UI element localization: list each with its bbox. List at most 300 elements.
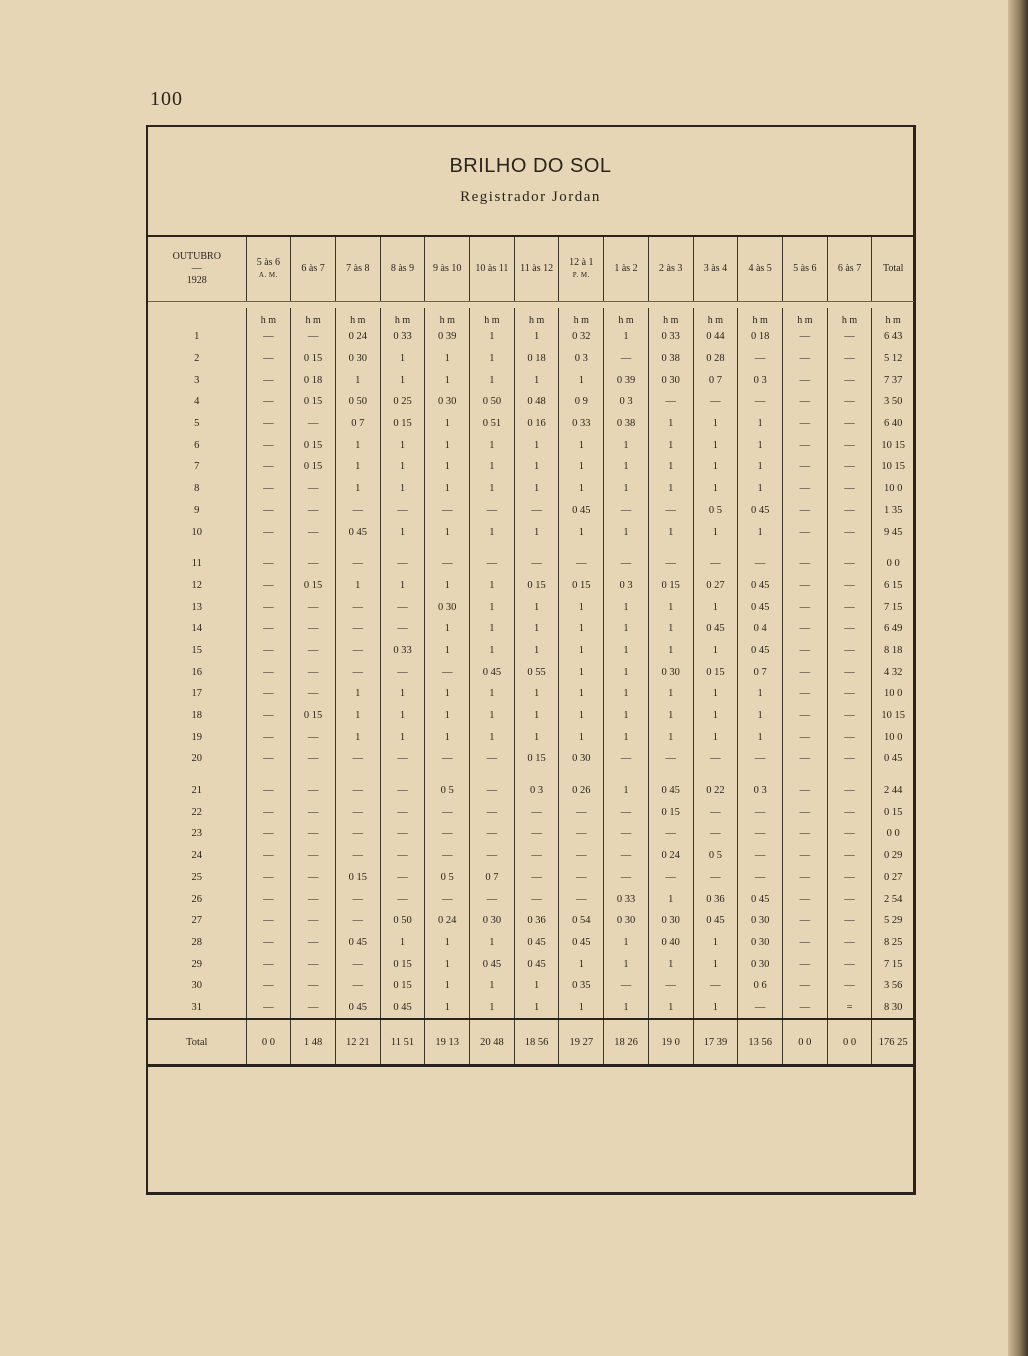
table-row (148, 770, 914, 802)
total-cell: 18 56 (514, 1019, 559, 1066)
unit-label: h m (559, 308, 604, 326)
value-cell: 7 15 (872, 953, 914, 975)
value-cell: — (246, 500, 291, 522)
value-cell: — (291, 910, 336, 932)
value-cell: 6 43 (872, 326, 914, 348)
value-cell: — (782, 726, 827, 748)
value-cell: 1 (335, 434, 380, 456)
table-row (148, 575, 914, 597)
value-cell: 1 (693, 596, 738, 618)
value-cell: — (559, 801, 604, 823)
value-cell: — (246, 326, 291, 348)
value-cell: 0 55 (514, 661, 559, 683)
value-cell: 1 (648, 413, 693, 435)
value-cell: 1 (335, 575, 380, 597)
value-cell: — (514, 543, 559, 575)
page-title: BRILHO DO SOL (449, 155, 612, 177)
value-cell: — (291, 326, 336, 348)
value-cell: 1 (380, 726, 425, 748)
value-cell: — (246, 521, 291, 543)
value-cell: — (827, 726, 872, 748)
value-cell: — (782, 521, 827, 543)
value-cell: — (559, 845, 604, 867)
value-cell: — (782, 456, 827, 478)
column-header (782, 237, 827, 302)
value-cell: 0 3 (738, 369, 783, 391)
value-cell: — (470, 748, 515, 770)
value-cell: — (291, 661, 336, 683)
value-cell: — (782, 661, 827, 683)
value-cell: — (246, 953, 291, 975)
value-cell: — (827, 326, 872, 348)
value-cell: — (380, 748, 425, 770)
value-cell: 0 30 (648, 910, 693, 932)
value-cell: 0 36 (514, 910, 559, 932)
value-cell: — (514, 888, 559, 910)
unit-label: h m (604, 308, 649, 326)
table-row (148, 413, 914, 435)
value-cell: 1 (470, 369, 515, 391)
value-cell: 1 (648, 596, 693, 618)
value-cell: — (648, 391, 693, 413)
unit-label: h m (693, 308, 738, 326)
table-row (148, 456, 914, 478)
page-edge (1008, 0, 1028, 1356)
value-cell: — (827, 801, 872, 823)
day-cell: 8 (194, 483, 200, 495)
column-header (648, 237, 693, 302)
unit-label: h m (514, 308, 559, 326)
value-cell: 1 (559, 661, 604, 683)
value-cell: 0 5 (425, 867, 470, 889)
value-cell: — (782, 867, 827, 889)
value-cell: 0 45 (559, 932, 604, 954)
value-cell: 0 45 (470, 661, 515, 683)
day-cell: 23 (191, 828, 203, 840)
value-cell: 3 50 (872, 391, 914, 413)
total-cell: 19 27 (559, 1019, 604, 1066)
table-row (148, 348, 914, 370)
value-cell: 0 15 (291, 391, 336, 413)
value-cell: — (738, 823, 783, 845)
table-row (148, 953, 914, 975)
value-cell: 0 33 (648, 326, 693, 348)
value-cell: 1 (648, 997, 693, 1020)
column-header (693, 237, 738, 302)
day-cell: 2 (194, 353, 200, 365)
value-cell: 0 45 (470, 953, 515, 975)
value-cell: 1 (380, 932, 425, 954)
column-header (559, 237, 604, 302)
day-cell: 7 (194, 461, 200, 473)
column-header (604, 237, 649, 302)
value-cell: — (246, 434, 291, 456)
value-cell: 1 (693, 932, 738, 954)
value-cell: 0 45 (738, 575, 783, 597)
value-cell: 1 (514, 456, 559, 478)
value-cell: — (291, 932, 336, 954)
value-cell: 1 (425, 618, 470, 640)
value-cell: 0 0 (872, 543, 914, 575)
value-cell: — (335, 845, 380, 867)
unit-label: h m (872, 308, 914, 326)
value-cell: 1 (380, 705, 425, 727)
value-cell: 1 (470, 932, 515, 954)
value-cell: — (380, 888, 425, 910)
value-cell: 1 (335, 456, 380, 478)
value-cell: 1 (514, 478, 559, 500)
value-cell: — (827, 369, 872, 391)
value-cell: 0 15 (648, 575, 693, 597)
value-cell: — (782, 543, 827, 575)
value-cell: 5 12 (872, 348, 914, 370)
value-cell: — (380, 543, 425, 575)
table-row (148, 845, 914, 867)
table-frame (146, 125, 916, 1195)
day-cell: 12 (191, 579, 203, 591)
value-cell: 1 (514, 326, 559, 348)
value-cell: — (335, 801, 380, 823)
value-cell: 0 24 (335, 326, 380, 348)
value-cell: 0 7 (693, 369, 738, 391)
value-cell: — (470, 543, 515, 575)
value-cell: — (425, 845, 470, 867)
value-cell: 1 (425, 932, 470, 954)
value-cell: — (335, 500, 380, 522)
day-cell: 10 (191, 526, 203, 538)
value-cell: 0 7 (738, 661, 783, 683)
value-cell: 1 (559, 521, 604, 543)
value-cell: 1 (380, 369, 425, 391)
value-cell: 0 24 (648, 845, 693, 867)
column-header-label: 11 às 12 (520, 263, 554, 274)
value-cell: 1 (380, 434, 425, 456)
value-cell: 0 5 (693, 845, 738, 867)
value-cell: 0 15 (559, 575, 604, 597)
value-cell: 1 35 (872, 500, 914, 522)
value-cell: — (514, 500, 559, 522)
value-cell: 1 (470, 726, 515, 748)
value-cell: 1 (648, 683, 693, 705)
value-cell: 1 (648, 478, 693, 500)
value-cell: 1 (425, 705, 470, 727)
value-cell: 0 40 (648, 932, 693, 954)
value-cell: — (246, 932, 291, 954)
table-row (148, 543, 914, 575)
table-row (148, 640, 914, 662)
value-cell: — (291, 997, 336, 1020)
value-cell: — (246, 543, 291, 575)
value-cell: — (470, 770, 515, 802)
value-cell: 1 (425, 478, 470, 500)
value-cell: 7 37 (872, 369, 914, 391)
value-cell: 1 (470, 434, 515, 456)
value-cell: 1 (470, 683, 515, 705)
value-cell: 1 (648, 521, 693, 543)
total-row (148, 1019, 914, 1066)
value-cell: 10 15 (872, 434, 914, 456)
value-cell: — (335, 823, 380, 845)
column-header (380, 237, 425, 302)
value-cell: — (291, 975, 336, 997)
value-cell: — (335, 770, 380, 802)
column-header-label: 6 às 7 (301, 263, 325, 274)
month-header (148, 237, 246, 302)
value-cell: 1 (425, 683, 470, 705)
value-cell: 0 9 (559, 391, 604, 413)
value-cell: 1 (604, 521, 649, 543)
column-header (291, 237, 336, 302)
value-cell: — (246, 478, 291, 500)
value-cell: 0 18 (738, 326, 783, 348)
value-cell: 0 0 (872, 823, 914, 845)
value-cell: 1 (425, 575, 470, 597)
value-cell: — (380, 845, 425, 867)
month-dash: — (191, 263, 202, 274)
value-cell: — (604, 823, 649, 845)
value-cell: 1 (604, 661, 649, 683)
table-row (148, 705, 914, 727)
value-cell: — (648, 748, 693, 770)
day-cell: 13 (191, 601, 203, 613)
value-cell: 1 (335, 726, 380, 748)
column-header-period: P. M. (572, 271, 590, 279)
value-cell: 0 44 (693, 326, 738, 348)
value-cell: 1 (604, 456, 649, 478)
value-cell: 1 (514, 683, 559, 705)
value-cell: — (470, 801, 515, 823)
day-cell: 1 (194, 331, 200, 343)
value-cell: 10 15 (872, 456, 914, 478)
value-cell: — (827, 888, 872, 910)
value-cell: — (782, 413, 827, 435)
value-cell: — (425, 801, 470, 823)
value-cell: 0 33 (380, 326, 425, 348)
column-header (514, 237, 559, 302)
value-cell: 1 (559, 478, 604, 500)
value-cell: 0 15 (291, 348, 336, 370)
value-cell: 0 48 (514, 391, 559, 413)
value-cell: 1 (693, 997, 738, 1020)
value-cell: 1 (470, 705, 515, 727)
value-cell: — (827, 910, 872, 932)
total-cell: 17 39 (693, 1019, 738, 1066)
day-cell: 31 (191, 1001, 203, 1013)
value-cell: 1 (514, 997, 559, 1020)
value-cell: 1 (380, 575, 425, 597)
value-cell: — (782, 391, 827, 413)
total-cell: 12 21 (335, 1019, 380, 1066)
value-cell: 7 15 (872, 596, 914, 618)
value-cell: — (335, 596, 380, 618)
value-cell: 1 (380, 521, 425, 543)
value-cell: 0 45 (738, 640, 783, 662)
table-row (148, 997, 914, 1020)
day-cell: 21 (191, 785, 203, 797)
value-cell: — (291, 543, 336, 575)
value-cell: 1 (514, 369, 559, 391)
column-header-label: 8 às 9 (390, 263, 415, 274)
value-cell: — (246, 910, 291, 932)
value-cell: 2 44 (872, 770, 914, 802)
table-row (148, 975, 914, 997)
value-cell: 1 (470, 975, 515, 997)
value-cell: — (782, 596, 827, 618)
value-cell: 0 15 (648, 801, 693, 823)
total-cell: 13 56 (738, 1019, 783, 1066)
value-cell: — (782, 997, 827, 1020)
column-header (335, 237, 380, 302)
value-cell: — (604, 867, 649, 889)
day-cell: 11 (191, 558, 202, 570)
value-cell: 2 54 (872, 888, 914, 910)
value-cell: 0 36 (693, 888, 738, 910)
day-cell: 3 (194, 374, 200, 386)
value-cell: 1 (425, 726, 470, 748)
value-cell: 1 (604, 683, 649, 705)
value-cell: — (738, 391, 783, 413)
value-cell: 0 6 (738, 975, 783, 997)
value-cell: — (693, 867, 738, 889)
value-cell: 1 (648, 456, 693, 478)
column-header-label: 9 às 10 (433, 263, 462, 274)
value-cell: 1 (738, 413, 783, 435)
column-header (827, 237, 872, 302)
value-cell: 1 (648, 640, 693, 662)
value-cell: — (470, 845, 515, 867)
column-header-label: 6 às 7 (837, 263, 862, 274)
table-row (148, 867, 914, 889)
value-cell: — (246, 369, 291, 391)
value-cell: 1 (604, 705, 649, 727)
value-cell: 1 (604, 997, 649, 1020)
table-row (148, 748, 914, 770)
value-cell: — (291, 618, 336, 640)
value-cell: — (827, 845, 872, 867)
day-rows (148, 326, 914, 1019)
value-cell: — (291, 888, 336, 910)
value-cell: 1 (693, 726, 738, 748)
column-header-period: A. M. (258, 271, 278, 279)
value-cell: 10 0 (872, 478, 914, 500)
value-cell: — (514, 845, 559, 867)
header-row (148, 237, 914, 302)
value-cell: 1 (693, 456, 738, 478)
unit-label: h m (291, 308, 336, 326)
value-cell: 1 (425, 413, 470, 435)
day-cell: 22 (191, 806, 203, 818)
value-cell: 0 33 (380, 640, 425, 662)
value-cell: — (604, 500, 649, 522)
value-cell: 1 (648, 705, 693, 727)
value-cell: 0 50 (335, 391, 380, 413)
value-cell: 0 33 (559, 413, 604, 435)
value-cell: 1 (514, 726, 559, 748)
value-cell: 0 25 (380, 391, 425, 413)
value-cell: 1 (738, 521, 783, 543)
value-cell: — (782, 932, 827, 954)
column-header-label: 1 às 2 (614, 263, 638, 274)
value-cell: — (246, 596, 291, 618)
column-header (246, 237, 291, 302)
value-cell: — (470, 823, 515, 845)
column-header-label: 5 às 6 (793, 263, 817, 274)
value-cell: — (827, 456, 872, 478)
value-cell: — (827, 975, 872, 997)
day-cell: 19 (191, 731, 203, 743)
value-cell: — (827, 434, 872, 456)
value-cell: 1 (470, 997, 515, 1020)
value-cell: 0 3 (604, 575, 649, 597)
value-cell: 1 (425, 640, 470, 662)
value-cell: 8 30 (872, 997, 914, 1020)
sunshine-table (148, 237, 914, 1067)
value-cell: 1 (425, 521, 470, 543)
value-cell: 1 (559, 953, 604, 975)
day-cell: 25 (191, 871, 203, 883)
value-cell: 0 50 (470, 391, 515, 413)
value-cell: — (246, 640, 291, 662)
value-cell: 0 15 (291, 456, 336, 478)
column-header-label: Total (882, 263, 904, 274)
value-cell: — (782, 975, 827, 997)
value-cell: 0 18 (291, 369, 336, 391)
value-cell: — (291, 596, 336, 618)
page-subtitle: Registrador Jordan (460, 189, 601, 205)
value-cell: 1 (380, 683, 425, 705)
value-cell: 0 26 (559, 770, 604, 802)
value-cell: — (827, 575, 872, 597)
value-cell: — (648, 867, 693, 889)
value-cell: 1 (604, 434, 649, 456)
value-cell: — (246, 683, 291, 705)
column-header-label: 4 às 5 (748, 263, 772, 274)
value-cell: 1 (335, 705, 380, 727)
value-cell: — (827, 661, 872, 683)
value-cell: 0 38 (648, 348, 693, 370)
value-cell: — (782, 478, 827, 500)
value-cell: — (380, 618, 425, 640)
value-cell: — (246, 997, 291, 1020)
value-cell: — (291, 953, 336, 975)
value-cell: 0 45 (693, 910, 738, 932)
total-cell: 0 0 (246, 1019, 291, 1066)
column-header-label: 2 às 3 (659, 263, 683, 274)
value-cell: — (604, 348, 649, 370)
column-header-label: 5 às 6 (256, 257, 281, 268)
unit-label: h m (425, 308, 470, 326)
value-cell: — (246, 867, 291, 889)
value-cell: — (782, 888, 827, 910)
value-cell: 6 40 (872, 413, 914, 435)
value-cell: — (693, 543, 738, 575)
value-cell: — (559, 543, 604, 575)
value-cell: — (827, 500, 872, 522)
value-cell: 1 (693, 521, 738, 543)
value-cell: 0 45 (335, 932, 380, 954)
value-cell: — (827, 705, 872, 727)
unit-label: h m (470, 308, 515, 326)
value-cell: — (827, 683, 872, 705)
column-header (470, 237, 515, 302)
value-cell: — (827, 348, 872, 370)
column-header-label: 3 às 4 (703, 263, 728, 274)
value-cell: 1 (559, 618, 604, 640)
value-cell: — (291, 845, 336, 867)
value-cell: — (380, 823, 425, 845)
value-cell: 1 (604, 326, 649, 348)
table-row (148, 823, 914, 845)
